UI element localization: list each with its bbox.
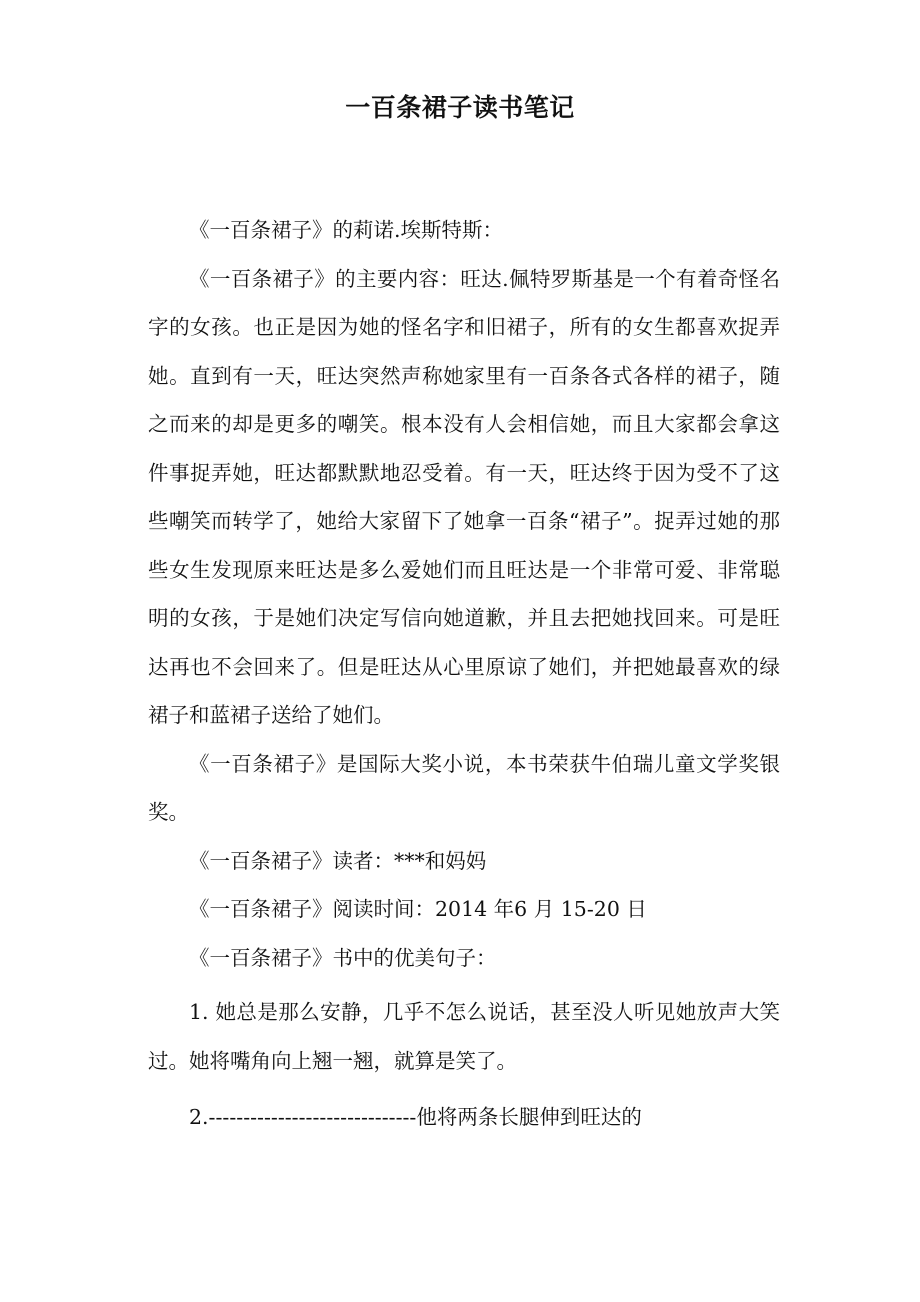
paragraph-quotes-heading: 《一百条裙子》书中的优美句子： bbox=[189, 945, 497, 970]
list-item: 2.------------------------------他将两条长腿伸到旺达的 bbox=[189, 1105, 642, 1129]
paragraph-award: 《一百条裙子》是国际大奖小说，本书荣获牛伯瑞儿童文学奖银奖。 bbox=[148, 751, 780, 824]
document-title: 一百条裙子读书笔记 bbox=[345, 93, 575, 122]
paragraph-reader: 《一百条裙子》读者：***和妈妈 bbox=[189, 848, 487, 873]
list-item: 1. 她总是那么安静，几乎不怎么说话，甚至没人听见她放声大笑过。她将嘴角向上翘一翘，就算是笑了。 bbox=[148, 1000, 780, 1073]
document-body bbox=[148, 206, 780, 1142]
paragraph-reading-time: 《一百条裙子》阅读时间：2014 年6 月 15-20 日 bbox=[189, 897, 647, 921]
paragraph-summary: 《一百条裙子》的主要内容：旺达.佩特罗斯基是一个有着奇怪名字的女孩。也正是因为她的怪名字和旧裙子，所有的女生都喜欢捉弄她。直到有一天，旺达突然声称她家里有一百条各式各样的裙子，随之而来的却是更多的嘲笑。根本没有人会相信她，而且大家都会拿这件事捉弄她，旺达都默默地忍受着。有一天，旺达终于因为受不了这些嘲笑而转学了，她给大家留下了她拿一百条“裙子”。捉弄过她的那些女生发现原来旺达是多么爱她们而且旺达是一个非常可爱、非常聪明的女孩，于是她们决定写信向她道歉，并且去把她找回来。可是旺达再也不会回来了。但是旺达从心里原谅了她们，并把她最喜欢的绿裙子和蓝裙子送给了她们。 bbox=[148, 266, 780, 727]
paragraph-author: 《一百条裙子》的莉诺.埃斯特斯： bbox=[189, 218, 504, 242]
